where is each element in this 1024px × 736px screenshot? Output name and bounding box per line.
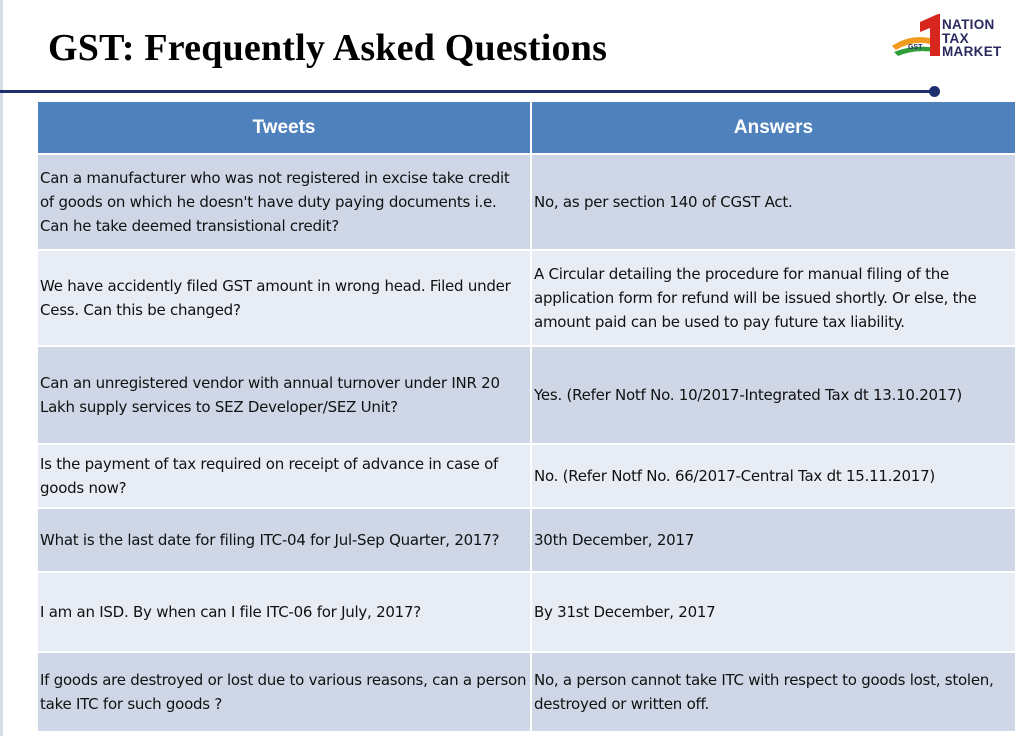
faq-table	[38, 102, 1017, 733]
header-answers: Answers	[531, 102, 1016, 154]
slide-title: GST: Frequently Asked Questions	[48, 27, 608, 69]
faq-question: Can an unregistered vendor with annual turnover under INR 20 Lakh supply services to SEZ Developer/SEZ Unit?	[38, 346, 531, 444]
faq-question: What is the last date for filing ITC-04 for Jul-Sep Quarter, 2017?	[38, 508, 531, 572]
faq-row	[38, 444, 1016, 508]
faq-answer: No, a person cannot take ITC with respect to goods lost, stolen, destroyed or written off.	[531, 652, 1016, 732]
faq-question: I am an ISD. By when can I file ITC-06 for July, 2017?	[38, 572, 531, 652]
faq-answer: No. (Refer Notf No. 66/2017-Central Tax dt 15.11.2017)	[531, 444, 1016, 508]
faq-question: Can a manufacturer who was not registered in excise take credit of goods on which he doesn't have duty paying documents i.e. Can he take deemed transistional credit?	[38, 154, 531, 250]
faq-row	[38, 508, 1016, 572]
title-divider	[0, 90, 936, 93]
faq-row	[38, 652, 1016, 732]
faq-answer: Yes. (Refer Notf No. 10/2017-Integrated Tax dt 13.10.2017)	[531, 346, 1016, 444]
faq-question: If goods are destroyed or lost due to various reasons, can a person take ITC for such goods ?	[38, 652, 531, 732]
header-tweets: Tweets	[38, 102, 531, 154]
faq-answer: A Circular detailing the procedure for manual filing of the application form for refund will be issued shortly. Or else, the amount paid can be used to pay future tax liability.	[531, 250, 1016, 346]
faq-row	[38, 154, 1016, 250]
faq-header-row	[38, 102, 1016, 154]
faq-answer: No, as per section 140 of CGST Act.	[531, 154, 1016, 250]
faq-row	[38, 346, 1016, 444]
logo-wordmark	[942, 18, 1002, 59]
faq-row	[38, 572, 1016, 652]
faq-answer: 30th December, 2017	[531, 508, 1016, 572]
faq-question: Is the payment of tax required on receipt of advance in case of goods now?	[38, 444, 531, 508]
logo-line-2: TAX	[942, 30, 969, 46]
faq-answer: By 31st December, 2017	[531, 572, 1016, 652]
logo-line-1: NATION	[942, 17, 995, 32]
logo-badge: GST	[908, 44, 923, 51]
slide-left-border	[0, 0, 3, 736]
divider-endpoint	[929, 86, 940, 97]
nation-tax-market-logo	[890, 12, 1020, 62]
faq-question: We have accidently filed GST amount in wrong head. Filed under Cess. Can this be changed?	[38, 250, 531, 346]
logo-line-3: MARKET	[942, 44, 1002, 59]
faq-row	[38, 250, 1016, 346]
